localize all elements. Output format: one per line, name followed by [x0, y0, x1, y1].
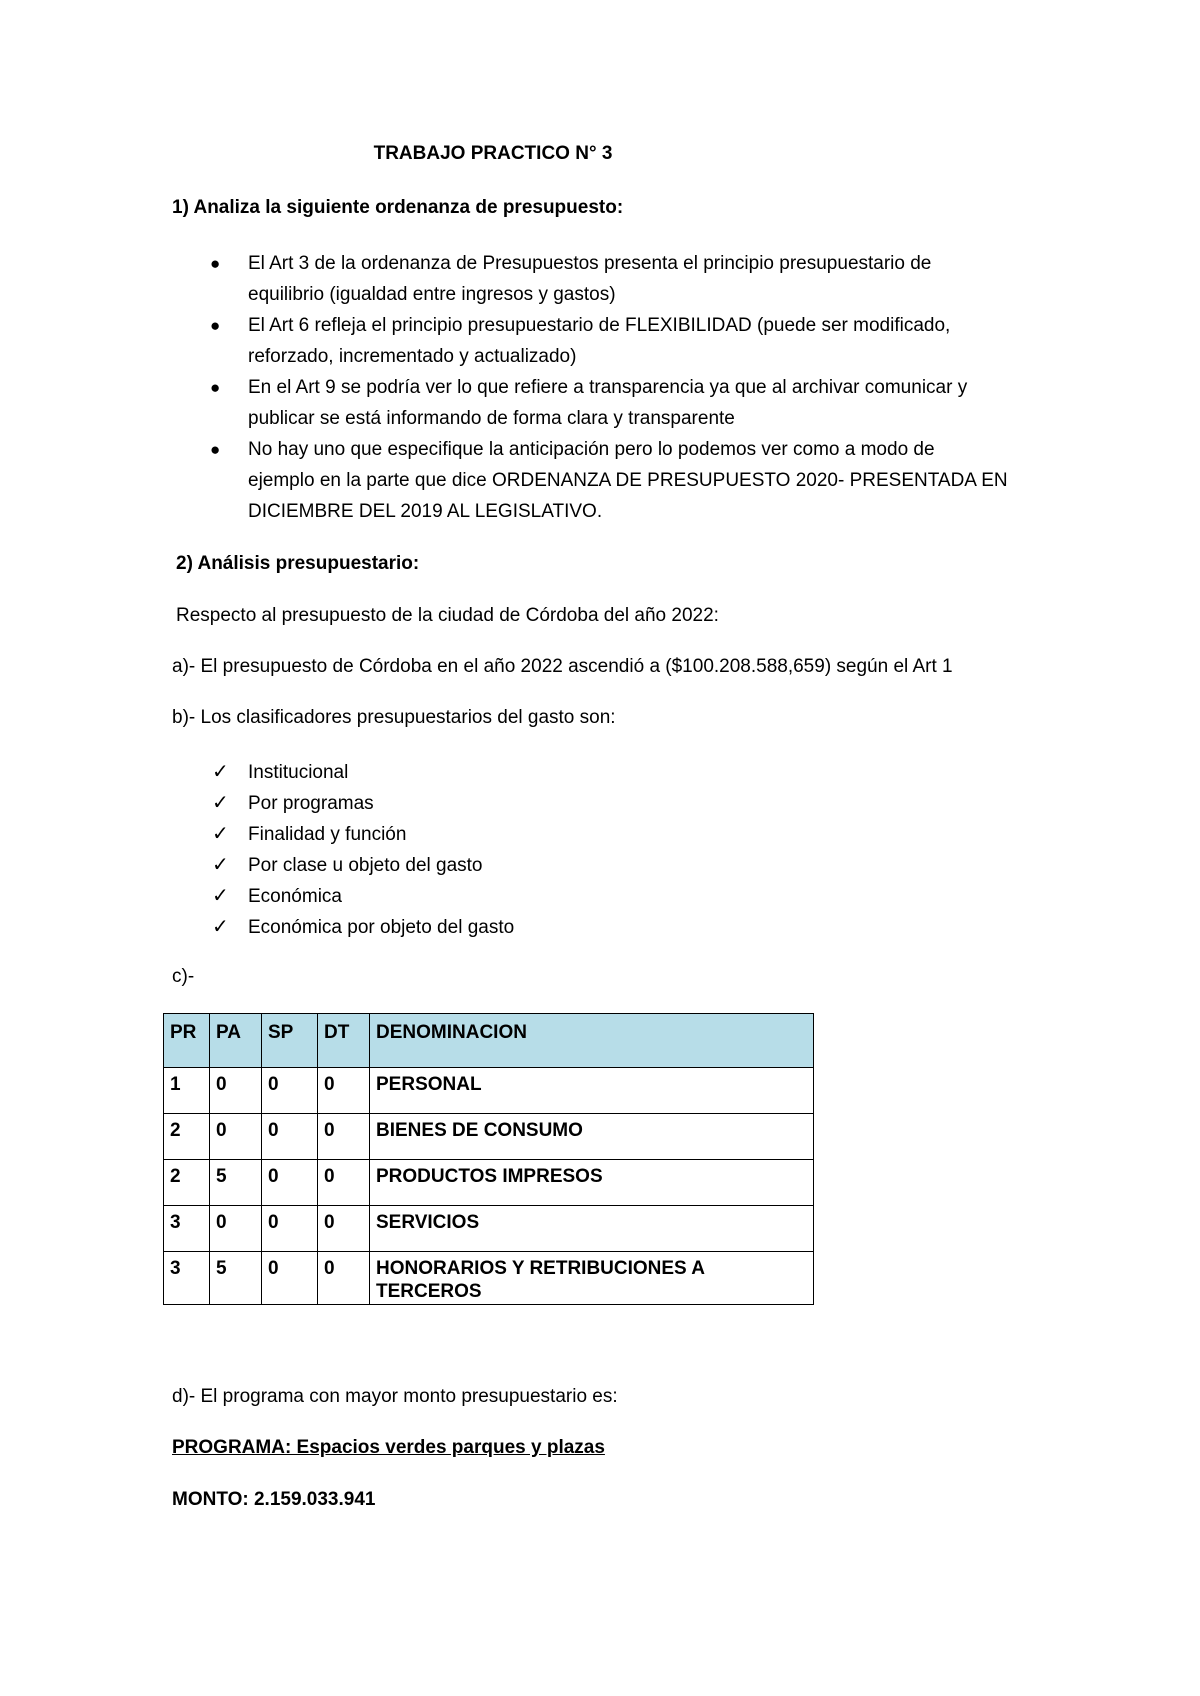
- list-item: ✓ Económica: [212, 881, 514, 912]
- table-cell: 3: [164, 1252, 210, 1305]
- table-cell: 0: [318, 1206, 370, 1252]
- list-item: ✓ Institucional: [212, 757, 514, 788]
- page-title: TRABAJO PRACTICO N° 3: [373, 143, 613, 164]
- item-c-text: c)-: [172, 966, 195, 987]
- principles-list: [210, 248, 1030, 527]
- header-pr: PR: [164, 1014, 210, 1068]
- list-item: ● El Art 3 de la ordenanza de Presupuestos presenta el principio presupuestario de equilibrio (igualdad entre ingresos y gastos): [210, 248, 1030, 310]
- table-cell: 2: [164, 1114, 210, 1160]
- table-cell: 0: [210, 1206, 262, 1252]
- bullet-dot-icon: ●: [210, 316, 221, 335]
- header-sp: SP: [262, 1014, 318, 1068]
- list-item: ● El Art 6 refleja el principio presupuestario de FLEXIBILIDAD (puede ser modificado, reforzado, incrementado y actualizado): [210, 310, 1030, 372]
- table-row: [164, 1252, 814, 1305]
- table-row: [164, 1068, 814, 1114]
- header-pa: PA: [210, 1014, 262, 1068]
- item-d-text: d)- El programa con mayor monto presupuestario es:: [172, 1386, 618, 1407]
- checkmark-icon: ✓: [212, 885, 229, 907]
- table-cell: 0: [262, 1206, 318, 1252]
- program-amount: MONTO: 2.159.033.941: [172, 1489, 376, 1510]
- table-row: [164, 1160, 814, 1206]
- section-2-heading: 2) Análisis presupuestario:: [176, 553, 420, 574]
- budget-intro: Respecto al presupuesto de la ciudad de Córdoba del año 2022:: [176, 605, 719, 626]
- list-item: ✓ Por clase u objeto del gasto: [212, 850, 514, 881]
- table-cell: 0: [210, 1114, 262, 1160]
- table-header-row: [164, 1014, 814, 1068]
- budget-table: [163, 1013, 814, 1305]
- table-cell: 0: [318, 1114, 370, 1160]
- table-cell: HONORARIOS Y RETRIBUCIONES A TERCEROS: [370, 1252, 814, 1305]
- item-b-text: b)- Los clasificadores presupuestarios del gasto son:: [172, 707, 616, 728]
- list-item: ✓ Finalidad y función: [212, 819, 514, 850]
- table-cell: 2: [164, 1160, 210, 1206]
- header-dt: DT: [318, 1014, 370, 1068]
- table-cell: PERSONAL: [370, 1068, 814, 1114]
- table-cell: 0: [318, 1068, 370, 1114]
- section-1-heading: 1) Analiza la siguiente ordenanza de presupuesto:: [172, 197, 624, 218]
- table-cell: SERVICIOS: [370, 1206, 814, 1252]
- classifiers-list: [212, 757, 514, 943]
- checkmark-icon: ✓: [212, 761, 229, 783]
- table-cell: 0: [210, 1068, 262, 1114]
- checkmark-icon: ✓: [212, 823, 229, 845]
- table-cell: 0: [262, 1114, 318, 1160]
- program-name: PROGRAMA: Espacios verdes parques y plazas: [172, 1437, 605, 1458]
- table-cell: 1: [164, 1068, 210, 1114]
- bullet-dot-icon: ●: [210, 378, 221, 397]
- table-cell: 3: [164, 1206, 210, 1252]
- checkmark-icon: ✓: [212, 854, 229, 876]
- checkmark-icon: ✓: [212, 916, 229, 938]
- item-a-text: a)- El presupuesto de Córdoba en el año 2022 ascendió a ($100.208.588,659) según el Art 1: [172, 656, 953, 677]
- table-cell: 0: [262, 1252, 318, 1305]
- table-cell: BIENES DE CONSUMO: [370, 1114, 814, 1160]
- table-cell: 0: [318, 1252, 370, 1305]
- header-denominacion: DENOMINACION: [370, 1014, 814, 1068]
- table-cell: 5: [210, 1160, 262, 1206]
- list-item: ● En el Art 9 se podría ver lo que refiere a transparencia ya que al archivar comunicar y publicar se está informando de forma clara y transparente: [210, 372, 1030, 434]
- table-cell: 0: [262, 1068, 318, 1114]
- table-cell: 5: [210, 1252, 262, 1305]
- table-row: [164, 1114, 814, 1160]
- bullet-dot-icon: ●: [210, 440, 221, 459]
- list-item: ✓ Económica por objeto del gasto: [212, 912, 514, 943]
- table-row: [164, 1206, 814, 1252]
- list-item: ● No hay uno que especifique la anticipación pero lo podemos ver como a modo de ejemplo en la parte que dice ORDENANZA DE PRESUPUESTO 2020- PRESENTADA EN DICIEMBRE DEL 2019 AL LEGISLATIVO.: [210, 434, 1030, 527]
- checkmark-icon: ✓: [212, 792, 229, 814]
- table-cell: 0: [318, 1160, 370, 1206]
- bullet-dot-icon: ●: [210, 254, 221, 273]
- table-cell: 0: [262, 1160, 318, 1206]
- table-cell: PRODUCTOS IMPRESOS: [370, 1160, 814, 1206]
- list-item: ✓ Por programas: [212, 788, 514, 819]
